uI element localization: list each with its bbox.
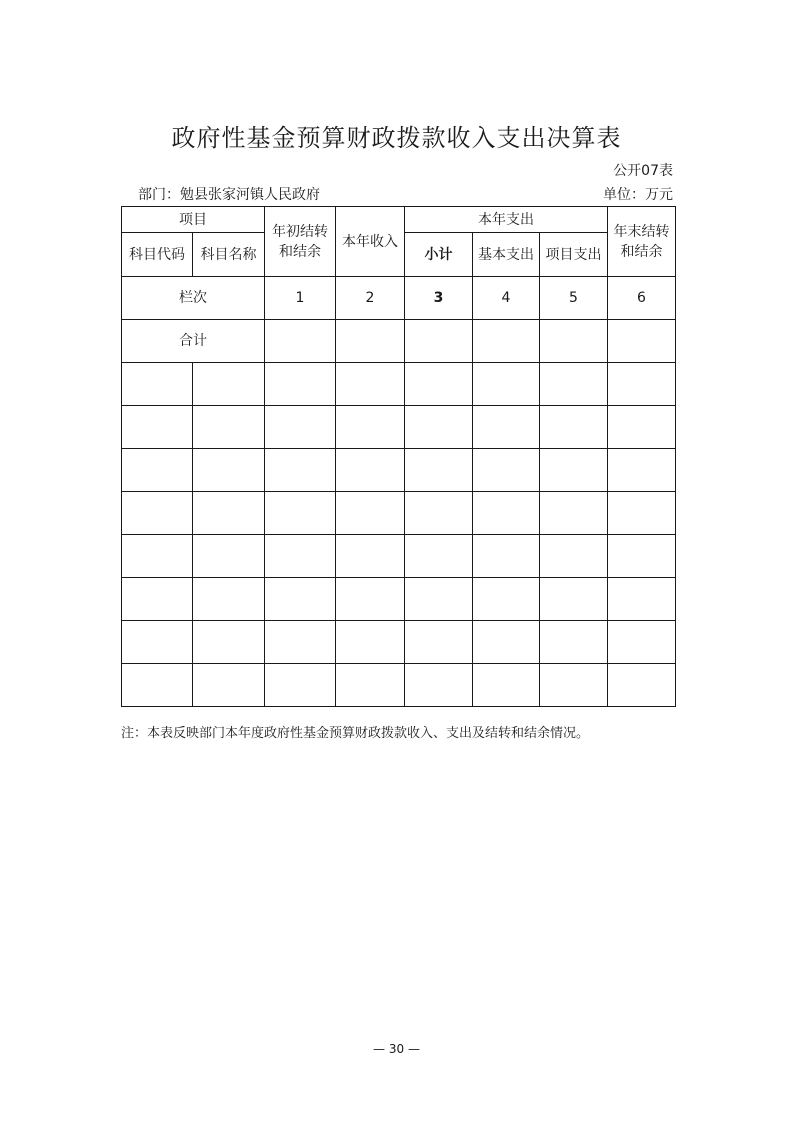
- table-note: 注：本表反映部门本年度政府性基金预算财政拨款收入、支出及结转和结余情况。: [121, 726, 590, 741]
- table-cell: [405, 492, 473, 535]
- header-end-balance-line2: 和结余: [620, 243, 663, 260]
- table-cell: [336, 320, 405, 363]
- table-cell: [122, 492, 193, 535]
- column-number: 2: [336, 277, 405, 320]
- table-cell: [265, 621, 336, 664]
- form-number: 公开07表: [613, 163, 673, 179]
- table-cell: [608, 621, 676, 664]
- table-cell: [122, 363, 193, 406]
- table-row: [122, 449, 676, 492]
- column-number: 3: [405, 277, 473, 320]
- table-cell: [336, 578, 405, 621]
- header-income: 本年收入: [336, 207, 405, 277]
- table-cell: [265, 406, 336, 449]
- table-cell: [473, 363, 540, 406]
- table-cell: [122, 578, 193, 621]
- table-cell: [608, 449, 676, 492]
- table-cell: [608, 535, 676, 578]
- table-cell: [608, 406, 676, 449]
- header-name: 科目名称: [193, 233, 265, 277]
- header-end-balance: [608, 207, 676, 277]
- header-project-expense: 项目支出: [540, 233, 608, 277]
- table-cell: [405, 320, 473, 363]
- table-row: [122, 492, 676, 535]
- table-row: [122, 363, 676, 406]
- table-cell: [473, 664, 540, 707]
- column-number: 1: [265, 277, 336, 320]
- table-cell: [405, 363, 473, 406]
- column-number: 5: [540, 277, 608, 320]
- table-cell: [540, 363, 608, 406]
- table-cell: [473, 406, 540, 449]
- table-cell: [405, 449, 473, 492]
- table-cell: [405, 406, 473, 449]
- table-cell: [265, 363, 336, 406]
- table-cell: [336, 406, 405, 449]
- table-cell: [193, 664, 265, 707]
- table-cell: [193, 621, 265, 664]
- table-cell: [336, 449, 405, 492]
- table-cell: [473, 320, 540, 363]
- table-cell: [540, 406, 608, 449]
- total-row-label: 合计: [122, 320, 265, 363]
- table-cell: [193, 449, 265, 492]
- table-cell: [473, 449, 540, 492]
- table-cell: [336, 621, 405, 664]
- table-cell: [473, 621, 540, 664]
- header-row-1: [122, 207, 676, 233]
- header-begin-balance-line2: 和结余: [279, 243, 321, 260]
- table-cell: [540, 449, 608, 492]
- table-cell: [336, 363, 405, 406]
- table-cell: [540, 535, 608, 578]
- table-cell: [193, 535, 265, 578]
- table-cell: [540, 492, 608, 535]
- total-row: [122, 320, 676, 363]
- table-cell: [265, 578, 336, 621]
- table-cell: [608, 664, 676, 707]
- table-cell: [608, 578, 676, 621]
- table-cell: [122, 621, 193, 664]
- header-begin-balance-line1: 年初结转: [272, 223, 328, 240]
- table-cell: [265, 492, 336, 535]
- page-number: — 30 —: [373, 1042, 420, 1056]
- column-number: 4: [473, 277, 540, 320]
- table-row: [122, 621, 676, 664]
- table-cell: [265, 449, 336, 492]
- table-cell: [405, 664, 473, 707]
- table-cell: [608, 492, 676, 535]
- table-row: [122, 535, 676, 578]
- table-cell: [336, 492, 405, 535]
- table-cell: [336, 535, 405, 578]
- table-cell: [193, 363, 265, 406]
- table-row: [122, 664, 676, 707]
- unit-label: 单位：万元: [603, 187, 673, 203]
- header-basic-expense: 基本支出: [473, 233, 540, 277]
- column-number-row: [122, 277, 676, 320]
- table-row: [122, 406, 676, 449]
- table-cell: [540, 578, 608, 621]
- table-cell: [405, 621, 473, 664]
- header-code: 科目代码: [122, 233, 193, 277]
- table-cell: [193, 406, 265, 449]
- header-item: 项目: [122, 207, 265, 233]
- table-cell: [608, 320, 676, 363]
- header-begin-balance: [265, 207, 336, 277]
- column-number-label: 栏次: [122, 277, 265, 320]
- table-cell: [473, 535, 540, 578]
- department-label: 部门：勉县张家河镇人民政府: [138, 187, 320, 203]
- fund-budget-table: [121, 206, 676, 707]
- table-cell: [265, 320, 336, 363]
- table-cell: [265, 664, 336, 707]
- table-cell: [473, 578, 540, 621]
- table-cell: [473, 492, 540, 535]
- header-subtotal: 小计: [405, 233, 473, 277]
- header-end-balance-line1: 年末结转: [613, 223, 670, 240]
- table-cell: [193, 492, 265, 535]
- table-cell: [122, 449, 193, 492]
- document-title: 政府性基金预算财政拨款收入支出决算表: [171, 124, 622, 152]
- table-cell: [405, 535, 473, 578]
- table-cell: [540, 621, 608, 664]
- table-cell: [122, 406, 193, 449]
- table-cell: [265, 535, 336, 578]
- table-cell: [122, 664, 193, 707]
- header-expense: 本年支出: [405, 207, 608, 233]
- table-cell: [405, 578, 473, 621]
- table-cell: [336, 664, 405, 707]
- table-cell: [540, 664, 608, 707]
- table-cell: [540, 320, 608, 363]
- table-row: [122, 578, 676, 621]
- table-cell: [122, 535, 193, 578]
- column-number: 6: [608, 277, 676, 320]
- table-cell: [193, 578, 265, 621]
- table-cell: [608, 363, 676, 406]
